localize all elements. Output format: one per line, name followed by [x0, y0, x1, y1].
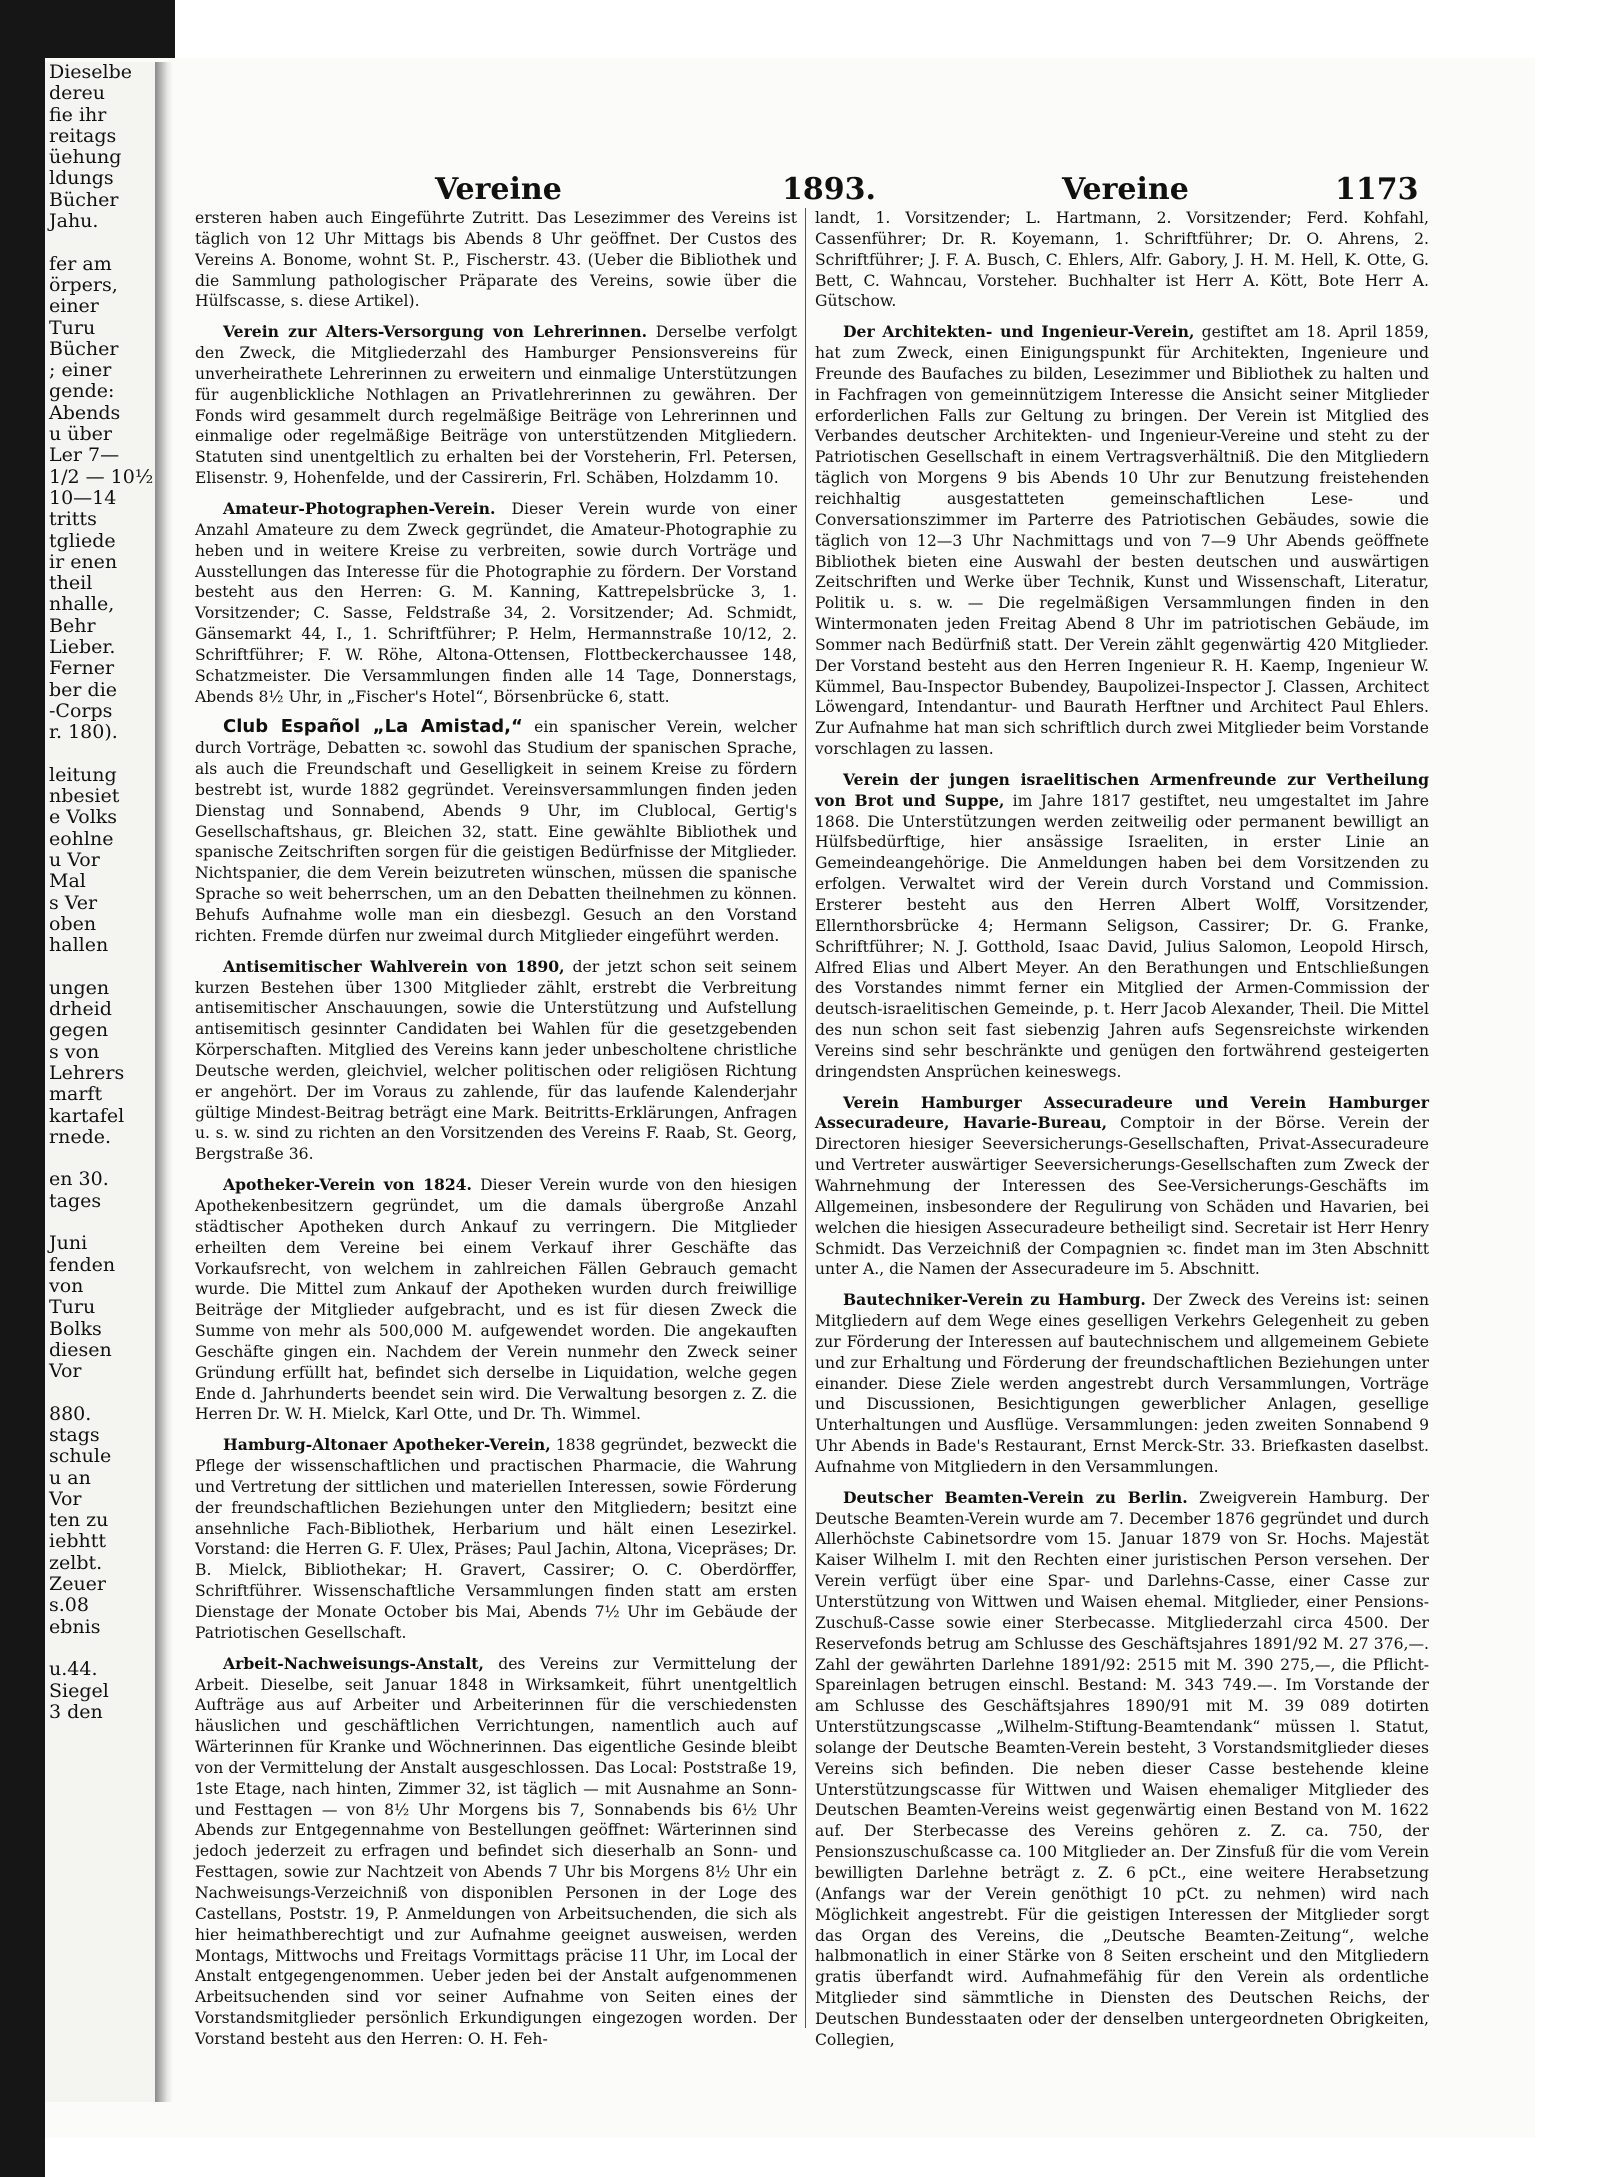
margin-fragment: gende: [49, 380, 115, 403]
margin-fragment [45, 232, 155, 253]
margin-fragment: u über [49, 423, 113, 446]
entry-title: Apotheker-Verein von 1824. [223, 1175, 472, 1195]
margin-fragment: einer [49, 295, 99, 318]
margin-fragment: oben [49, 912, 97, 935]
margin-fragment: dereu [49, 82, 105, 105]
margin-fragment: -Corps [49, 699, 113, 722]
margin-fragment: ebnis [49, 1615, 101, 1638]
margin-fragment: marft [49, 1083, 103, 1106]
margin-fragment: Vor [49, 1360, 82, 1383]
margin-fragment: nbesiet [49, 785, 120, 808]
margin-fragment: 10—14 [49, 486, 117, 509]
entry-spacer [815, 760, 1429, 770]
margin-fragment [45, 1148, 155, 1169]
margin-fragment: ungen [49, 976, 110, 999]
margin-fragment: kartafel [49, 1104, 125, 1127]
entry-spacer [195, 1644, 797, 1654]
scan-dark-edge [0, 0, 45, 2177]
margin-fragment: Behr [49, 614, 96, 637]
margin-fragment: zelbt. [49, 1551, 103, 1574]
margin-fragment [45, 956, 155, 977]
entry-spacer [815, 1478, 1429, 1488]
entry-text: Comptoir in der Börse. Verein der Directoren hiesiger Seeversicherungs-Gesellschaften, Privat-Assecuradeure und Vertreter auswärtiger Seeversicherungs-Gesellschaften zum Zweck der Wahrnehmung der Interessen des See-Versicherungs-Geschäfts im Allgemeinen, insbesondere der Regulirung von Schäden und Havarien, bei welchen die hiesigen Assecuradeure betheiligt sind. Secretair ist Herr Henry Schmidt. Das Verzeichniß der Compagnien ꝛc. findet man im 3ten Abschnitt unter A., die Namen der Assecuradeure im 5. Abschnitt. [815, 1114, 1429, 1279]
margin-fragment: ; einer [49, 359, 112, 382]
margin-fragment: 1/2 — 10½ [49, 465, 154, 488]
margin-fragment: Mal [49, 870, 86, 893]
directory-entry [195, 957, 797, 1165]
entry-spacer [195, 947, 797, 957]
margin-fragment: 3 den [49, 1700, 103, 1723]
margin-fragment: Ferner [49, 657, 115, 680]
entry-text: ein spanischer Verein, welcher durch Vorträge, Debatten ꝛc. sowohl das Studium der spanischen Sprache, als auch die Freundschaft und Geselligkeit in seinem Kreise zu fördern bestrebt ist, wurde 1882 gegründet. Vereinsversammlungen finden jeden Dienstag und Sonnabend, Abends 9 Uhr, im Clublocal, Gertig's Gesellschaftshaus, gr. Bleichen 32, statt. Eine gewählte Bibliothek und spanische Zeitschriften sorgen für die geistigen Bedürfnisse der Mitglieder. Nichtspanier, die dem Verein beizutreten wünschen, müssen die spanische Sprache so weit beherrschen, um an den Debatten theilnehmen zu können. Behufs Aufnahme wolle man ein diesbezgl. Gesuch an den Vorstand richten. Fremde dürfen nur zweimal durch Mitglieder eingeführt werden. [195, 718, 798, 945]
directory-entry [815, 1488, 1429, 2051]
margin-fragment: drheid [49, 998, 112, 1021]
directory-entry [815, 1093, 1429, 1281]
directory-entry [195, 1175, 797, 1425]
margin-fragment: ldungs [49, 167, 114, 190]
entry-title: Deutscher Beamten-Verein zu Berlin. [843, 1487, 1188, 1507]
margin-fragment: tgliede [49, 529, 116, 552]
entry-text: landt, 1. Vorsitzender; L. Hartmann, 2. Vorsitzender; Ferd. Kohfahl, Cassenführer; Dr. R. Koyemann, 1. Schriftführer; Dr. O. Ahrens, 2. Schriftführer; J. F. A. Busch, C. Ehlers, Alfr. Gabory, J. H. M. Hell, K. Otte, G. Bett, C. Wahncau, Vorsteher. Buchhalter ist Herr A. Kött, Bote Herr A. Gütschow. [815, 209, 1429, 311]
entry-text: des Vereins zur Vermittelung der Arbeit. Dieselbe, seit Januar 1848 in Wirksamkeit, führt unentgeltlich Aufträge aus auf Arbeiter und Arbeiterinnen für die verschiedensten häuslichen und geschäftlichen Verrichtungen, namentlich auch auf Wärterinnen für Kranke und Wöchnerinnen. Das eigentliche Gesinde bleibt von der Vermittelung der Anstalt ausgeschlossen. Das Local: Poststraße 19, 1ste Etage, nach hinten, Zimmer 32, ist täglich — mit Ausnahme an Sonn- und Festtagen — von 8½ Uhr Morgens bis 7, Sonnabends bis 6½ Uhr Abends zur Entgegennahme von Bestellungen geöffnet: Wärterinnen sind jedoch jederzeit zu erfragen und befindet sich dieserhalb an Sonn- und Festtagen, sowie zur Nachtzeit von Abends 7 Uhr bis Morgens 8½ Uhr ein Nachweisungs-Verzeichniß von disponiblen Personen in der Loge des Castellans, Poststr. 19, P. Anmeldungen von Arbeitsuchenden, die sich als hier heimathberechtigt und zur Aufnahme geeignet ausweisen, werden Montags, Mittwochs und Freitags Vormittags präcise 11 Uhr, im Local der Anstalt entgegengenommen. Ueber jeden bei der Anstalt aufgenommenen Arbeitsuchenden sind vor seiner Aufnahme von Seiten eines der Vorstandsmitglieder persönlich Erkundigungen eingezogen worden. Der Vorstand besteht aus den Herren: O. H. Feh- [195, 1654, 797, 2048]
margin-fragment: Lehrers [49, 1061, 125, 1084]
entry-spacer [815, 1280, 1429, 1290]
margin-fragment: fie ihr [49, 103, 107, 126]
margin-fragment: Lieber. [49, 636, 116, 659]
margin-fragment: Bücher [49, 337, 119, 360]
directory-entry [195, 717, 797, 946]
right-column [815, 208, 1429, 2051]
margin-fragment: Juni [49, 1232, 88, 1255]
entry-title: Verein zur Alters-Versorgung von Lehrerinnen. [223, 322, 648, 342]
margin-fragment: hallen [49, 934, 109, 957]
margin-fragment: tritts [49, 508, 97, 531]
margin-fragment: ber die [49, 678, 118, 701]
margin-fragment: s von [49, 1040, 100, 1063]
page-number: 1173 [1335, 172, 1419, 207]
margin-fragment: eohlne [49, 827, 114, 850]
margin-fragment: u Vor [49, 848, 100, 871]
margin-fragment: Dieselbe [49, 62, 133, 83]
scan-dark-corner [45, 0, 175, 62]
entry-title: Der Architekten- und Ingenieur-Verein, [843, 322, 1195, 342]
margin-fragment: tages [49, 1189, 102, 1212]
entry-title: Amateur-Photographen-Verein. [223, 498, 496, 518]
entry-text: 1838 gegründet, bezweckt die Pflege der wissenschaftlichen und practischen Pharmacie, die Wahrung und Vertretung der sittlichen und materiellen Interessen, sowie Förderung der freundschaftlichen Beziehungen unter den Mitgliedern; besitzt eine ansehnliche Fach-Bibliothek, Herbarium und hält einen Lesezirkel. Vorstand: die Herren G. F. Ulex, Präses; Paul Jachin, Altona, Vicepräses; Dr. B. Mielck, Bibliothekar; H. Gravert, Cassirer; O. C. Oberdörffer, Schriftführer. Wissenschaftliche Versammlungen finden statt am ersten Dienstage der Monate October bis Mai, Abends 7½ Uhr im Gebäude der Patriotischen Gesellschaft. [195, 1436, 797, 1642]
margin-fragment: rnede. [49, 1125, 112, 1148]
directory-entry [195, 499, 797, 707]
entry-spacer [195, 1165, 797, 1175]
margin-fragment: leitung [49, 763, 117, 786]
book-gutter [155, 62, 173, 2102]
margin-fragment: fenden [49, 1253, 116, 1276]
entry-text: gestiftet am 18. April 1859, hat zum Zweck, einen Einigungspunkt für Architekten, Ingenieure und Freunde des Baufaches zu bilden, Lesezimmer und Bibliothek zu halten und in Fachfragen von gemeinnützigem Interesse die Ansicht seiner Mitglieder erforderlichen Falls zur Geltung zu bringen. Der Verein ist Mitglied des Verbandes deutscher Architekten- und Ingenieur-Vereine und steht zu der Patriotischen Gesellschaft in einem Vertragsverhältniß. Die den Mitgliedern täglich von Morgens 9 bis Abends 10 Uhr zur Benutzung freistehenden reichhaltig ausgestatteten gemeinschaftlichen Lese- und Conversationszimmer im Parterre des Patriotischen Gebäudes, sowie die täglich von 12—3 Uhr Nachmittags und von 7—9 Uhr Abends geöffnete Bibliothek bieten eine Auswahl der besten deutschen und auswärtigen Zeitschriften und Werke über Technik, Kunst und Wissenschaft, Literatur, Politik u. s. w. — Die regelmäßigen Versammlungen finden in den Wintermonaten jeden Freitag Abend 8 Uhr im patriotischen Gebäude, im Sommer nach Bedürfniß statt. Der Verein zählt gegenwärtig 420 Mitglieder. Der Vorstand besteht aus den Herren Ingenieur R. H. Kaemp, Ingenieur W. Kümmel, Bau-Inspector Bubendey, Baupolizei-Inspector J. Classen, Architect Löwengard, Intendantur- und Baurath Herftner und Architect Paul Ehlers. Zur Aufnahme hat man sich schriftlich durch zwei Mitglieder beim Vorstande vorschlagen zu lassen. [815, 323, 1429, 759]
margin-fragment: theil [49, 572, 93, 595]
directory-entry [195, 208, 797, 312]
entry-title: Antisemitischer Wahlverein von 1890, [223, 956, 565, 976]
margin-fragment: Zeuer [49, 1573, 107, 1596]
margin-fragment [45, 1638, 155, 1659]
margin-fragment: gegen [49, 1019, 109, 1042]
entry-title: Verein Hamburger Assecuradeure und Verein Hamburger Assecuradeure, Havarie-Bureau, [815, 1092, 1429, 1133]
margin-fragment: Bücher [49, 188, 119, 211]
margin-fragment: iebhtt [49, 1530, 106, 1553]
margin-fragment: fer am [49, 252, 112, 275]
entry-title: Club Español „La Amistad,“ [223, 716, 523, 738]
margin-fragment [45, 1212, 155, 1233]
previous-page-margin [45, 62, 157, 2102]
margin-fragment: Vor [49, 1487, 82, 1510]
margin-fragment: von [49, 1274, 84, 1297]
margin-fragment: Abends [49, 401, 121, 424]
margin-fragment: reitags [49, 124, 117, 147]
margin-fragment: u.44. [49, 1658, 98, 1681]
entry-text: ersteren haben auch Eingeführte Zutritt. Das Lesezimmer des Vereins ist täglich von 12 Uhr Mittags bis Abends 8 Uhr geöffnet. Der Custos des Vereins A. Bonome, wohnt St. P., Fischerstr. 43. (Ueber die Bibliothek und die Sammlung pathologischer Präparate des Vereins, sowie über die Hülfscasse, s. diese Artikel). [195, 209, 797, 311]
entry-text: Dieser Verein wurde von den hiesigen Apothekenbesitzern gegründet, um die damals übergroße Anzahl städtischer Apotheken durch Ankauf zu verringern. Die Mitglieder erheilten dem Vereine bei einem Verkauf ihrer Geschäfte das Vorkaufsrecht, von welchem in zahlreichen Fällen Gebrauch gemacht wurde. Die Mittel zum Ankauf der Apotheken wurden durch freiwillige Beiträge der Mitglieder aufgebracht, und es ist für diesen Zweck die Summe von mehr als 500,000 M. aufgewendet worden. Die angekauften Geschäfte gingen ein. Nachdem der Verein nunmehr den Zweck seiner Gründung erfüllt hat, befindet sich derselbe in Liquidation, welche gegen Ende d. Jahrhunderts beendet sein wird. Die Verwaltung besorgen z. Z. die Herren Dr. W. H. Mielck, Karl Otte, und Dr. Th. Wimmel. [195, 1176, 797, 1424]
entry-title: Bautechniker-Verein zu Hamburg. [843, 1290, 1146, 1310]
margin-fragment: Bolks [49, 1317, 102, 1340]
entry-title: Arbeit-Nachweisungs-Anstalt, [223, 1653, 484, 1673]
margin-fragment: nhalle, [49, 593, 115, 616]
margin-fragment: r. 180). [49, 721, 118, 744]
directory-entry [195, 322, 797, 489]
margin-fragment: Turu [49, 316, 96, 339]
directory-entry [815, 322, 1429, 760]
margin-fragment: ten zu [49, 1509, 109, 1532]
margin-fragment [45, 1382, 155, 1403]
directory-entry [815, 1290, 1429, 1478]
margin-fragment: stags [49, 1424, 100, 1446]
margin-fragment: örpers, [49, 273, 118, 296]
running-header-year: 1893. [782, 172, 876, 207]
margin-fragment: Turu [49, 1296, 96, 1319]
margin-fragment: Siegel [49, 1679, 109, 1702]
entry-text: der jetzt schon seit seinem kurzen Bestehen über 1300 Mitglieder zählt, erstrebt die Verbreitung antisemitischer Anschauungen, sowie die Unterstützung und Aufstellung antisemitisch gesinnter Candidaten bei Wahlen für die gesetzgebenden Körperschaften. Mitglied des Vereins kann jeder unbescholtene christliche Deutsche werden, gleichviel, welcher politischen oder religiösen Richtung er angehört. Der im Voraus zu zahlende, für das laufende Kalenderjahr gültige Mindest-Beitrag beträgt eine Mark. Beitritts-Erklärungen, Anfragen u. s. w. sind zu richten an den Vorsitzenden des Vereins F. Raab, St. Georg, Bergstraße 36. [195, 957, 797, 1164]
entry-spacer [195, 312, 797, 322]
entry-text: Dieser Verein wurde von einer Anzahl Amateure zu dem Zweck gegründet, die Amateur-Photographie zu heben und in weitere Kreise zu verbreiten, sowie durch Vorträge und Ausstellungen das Interesse für die Photographie zu fördern. Der Vorstand besteht aus den Herren: G. M. Kanning, Kattrepelsbrücke 3, 1. Vorsitzender; C. Sasse, Feldstraße 34, 2. Vorsitzender; Ad. Schmidt, Gänsemarkt 44, I., 1. Schriftführer; P. Helm, Hermannstraße 10/12, 2. Schriftführer; F. W. Röhe, Altona-Ottensen, Flottbeckerchaussee 148, Schatzmeister. Die Versammlungen finden alle 14 Tage, Donnerstags, Abends 8½ Uhr, in „Fischer's Hotel“, Börsenbrücke 6, statt. [195, 499, 797, 706]
entry-title: Hamburg-Altonaer Apotheker-Verein, [223, 1435, 551, 1455]
entry-title: Verein der jungen israelitischen Armenfreunde zur Vertheilung von Brot und Suppe, [815, 769, 1429, 810]
margin-fragment [45, 744, 155, 765]
margin-fragment: 880. [49, 1402, 92, 1425]
entry-spacer [815, 312, 1429, 322]
entry-text: Zweigverein Hamburg. Der Deutsche Beamten-Verein wurde am 7. December 1876 gegründet und durch Allerhöchste Cabinetsordre vom 15. Januar 1879 von Sr. Hochs. Majestät Kaiser Wilhelm I. mit den Rechten einer juristischen Person versehen. Der Verein verfügt über eine Spar- und Darlehns-Casse, einer Casse zur Unterstützung von Wittwen und Waisen ehemal. Mitglieder, einer Pensions-Zuschuß-Casse sowie einer Sterbecasse. Mitgliederzahl circa 4500. Der Reservefonds betrug am Schlusse des Geschäftsjahres 1891/92 M. 27 376,—. Zahl der gewährten Darlehne 1891/92: 2515 mit M. 390 275,—, die Pflicht-Spareinlagen betrugen einschl. Bestand: M. 343 749.—. Im Vorstande der am Schlusse des Geschäftsjahres 1890/91 mit M. 39 089 dotirten Unterstützungscasse „Wilhelm-Stiftung-Beamtendank“ müssen l. Statut, solange der Deutsche Beamten-Verein besteht, 3 Vorstandsmitglieder dieses Vereins sich befinden. Die neben dieser Casse bestehende kleine Unterstützungscasse für Wittwen und Waisen ehemaliger Mitglieder des Deutschen Beamten-Vereins weist gegenwärtig einen Bestand von M. 1622 auf. Der Sterbecasse des Vereins gehören z. Z. ca. 750, der Pensionszuschußcasse ca. 100 Mitglieder an. Der Zinsfuß für die vom Verein bewilligten Darlehne beträgt z. Z. 6 pCt., eine weitere Herabsetzung (Anfangs war der Verein genöthigt 10 pCt. zu nehmen) wird nach Möglichkeit angestrebt. Für die geistigen Interessen der Mitglieder sorgt das Organ des Vereins, die „Deutsche Beamten-Zeitung“, welche halbmonatlich in einer Stärke von 8 Seiten erscheint und den Mitgliedern gratis überfandt wird. Aufnahmefähig für den Verein als ordentliche Mitglieder sind sämmtliche in Diensten des Deutschen Reichs, der Deutschen Bundesstaaten oder der denselben untergeordneten Obrigkeiten, Collegien, [815, 1488, 1429, 2049]
directory-entry [815, 208, 1429, 312]
margin-fragment: schule [49, 1445, 112, 1468]
entry-text: Der Zweck des Vereins ist: seinen Mitgliedern auf dem Wege eines geselligen Verkehrs Gelegenheit zu geben zur Förderung der Interessen auf bautechnischem und allgemeinem Gebiete und zur Erhaltung und Förderung der freundschaftlichen Beziehungen unter einander. Diese Ziele werden angestrebt durch Versammlungen, Vorträge und Discussionen, Besichtigungen gewerblicher Anlagen, gesellige Unterhaltungen und Ausflüge. Versammlungen: jeden zweiten Sonnabend 9 Uhr Abends in Bade's Restaurant, Ernst Merck-Str. 33. Briefkasten daselbst. Aufnahme von Mitgliedern in den Versammlungen. [815, 1291, 1430, 1476]
directory-entry [195, 1435, 797, 1643]
margin-fragment: e Volks [49, 806, 118, 829]
margin-fragment: Ler 7— [49, 444, 120, 467]
margin-fragment: u an [49, 1466, 91, 1489]
left-column [195, 208, 797, 2050]
directory-entry [195, 1654, 797, 2050]
entry-spacer [195, 1425, 797, 1435]
margin-fragment: üehung [49, 146, 122, 169]
margin-fragment: Jahu. [49, 210, 99, 233]
margin-fragment: diesen [49, 1338, 112, 1361]
entry-spacer [815, 1083, 1429, 1093]
running-header-left: Vereine [435, 172, 562, 207]
entry-text: Derselbe verfolgt den Zweck, die Mitgliederzahl des Hamburger Pensionsvereins für unverheirathete Lehrerinnen zu erweitern und einmalige Unterstützungen für augenblickliche Nothlagen an Privatlehrerinnen zu gewähren. Der Fonds wird gesammelt durch regelmäßige Beiträge von Lehrerinnen und einmalige oder regelmäßige Beiträge von unterstützenden Mitgliedern. Statuten sind unentgeltlich zu erhalten bei der Vorsteherin, Frl. Petersen, Elisenstr. 9, Hohenfelde, und der Cassirerin, Frl. Schäben, Holzdamm 10. [195, 323, 797, 488]
entry-spacer [195, 489, 797, 499]
margin-fragment: en 30. [49, 1168, 109, 1191]
margin-fragment: ir enen [49, 550, 118, 573]
margin-fragment: s.08 [49, 1594, 89, 1617]
directory-entry [815, 770, 1429, 1083]
running-header-right: Vereine [1062, 172, 1189, 207]
column-divider [805, 208, 806, 2028]
margin-fragment: s Ver [49, 891, 98, 914]
entry-text: im Jahre 1817 gestiftet, neu umgestaltet im Jahre 1868. Die Unterstützungen werden zeitweilig oder permanent bewilligt an Hülfsbedürftige, hier ansässige Israeliten, in erster Linie an Gemeindeangehörige. Die Anmeldungen haben bei dem Vorsitzenden zu erfolgen. Verwaltet wird der Verein durch Vorstand und Commission. Ersterer besteht aus den Herren Albert Wolff, Vorsitzender, Ellernthorsbrücke 4; Hermann Seligson, Cassirer; Dr. G. Franke, Schriftführer; N. J. Gotthold, Isaac David, Julius Salomon, Leopold Hirsch, Alfred Elias und Albert Meyer. An den Berathungen und Entschließungen des Vorstandes nimmt ferner ein Mitglied der Armen-Commission der deutsch-israelitischen Gemeinde, p. t. Herr Jacob Alexander, Theil. Die Mittel des nun schon seit fast siebenzig Jahren aufs Segensreichste wirkenden Vereins sind sehr beschränkte und genügen den fortwährend gesteigerten dringendsten Ansprüchen keineswegs. [815, 791, 1429, 1081]
